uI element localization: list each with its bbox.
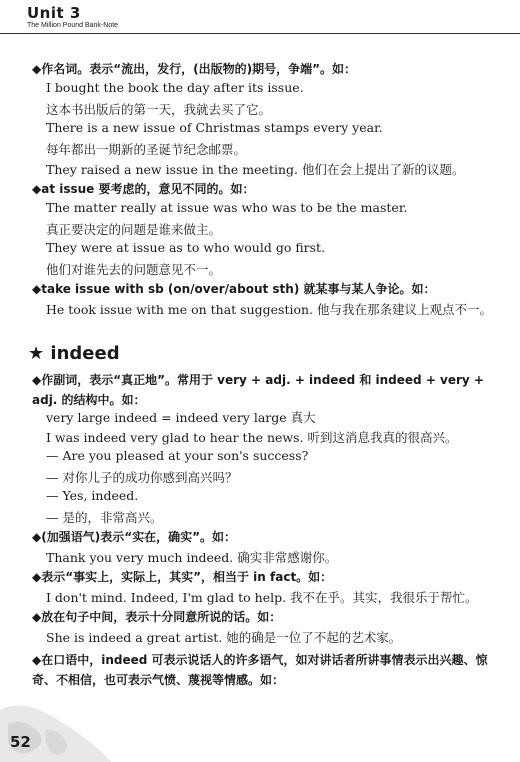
example-line: The matter really at issue was who was to be the master. (46, 200, 408, 215)
example-line: — Are you pleased at your son's success? (46, 448, 309, 463)
entry-headword: ★ indeed (28, 343, 120, 364)
usage-heading: ◆在口语中，indeed 可表示说话人的许多语气，如对讲话者所讲事情表示出兴趣、惊奇、不相信，也可表示气愤、蔑视等情感。如： (32, 653, 488, 687)
usage-heading: ◆take issue with sb (on/over/about sth) 就某事与某人争论。如： (32, 282, 436, 296)
usage-heading: ◆作副词，表示“真正地”。常用于 very + adj. + indeed 和 indeed + very + adj. 的结构中。如： (32, 373, 484, 407)
example-line: He took issue with me on that suggestion. 他与我在那条建议上观点不一。 (46, 302, 493, 317)
unit-title: Unit 3 (27, 4, 81, 22)
example-line: There is a new issue of Christmas stamps every year. (46, 120, 383, 135)
example-line: 真正要决定的问题是谁来做主。 (46, 222, 222, 237)
example-line: — Yes, indeed. (46, 488, 139, 503)
usage-heading: ◆at issue 要考虑的，意见不同的。如： (32, 182, 255, 196)
example-line: She is indeed a great artist. 她的确是一位了不起的艺术家。 (46, 630, 402, 645)
world-map-decoration (0, 690, 120, 762)
header-divider (0, 33, 520, 34)
page-number: 52 (10, 733, 31, 751)
usage-heading: ◆放在句子中间，表示十分同意所说的话。如： (32, 610, 282, 624)
example-line: I bought the book the day after its issue. (46, 80, 304, 95)
book-subtitle: The Million Pound Bank-Note (27, 22, 119, 29)
usage-heading: ◆表示“事实上，实际上，其实”，相当于 in fact。如： (32, 570, 333, 584)
example-line: — 是的，非常高兴。 (46, 510, 163, 525)
example-line: 这本书出版后的第一天，我就去买了它。 (46, 102, 272, 117)
example-line: 每年都出一期新的圣诞节纪念邮票。 (46, 142, 247, 157)
example-line: Thank you very much indeed. 确实非常感谢你。 (46, 550, 338, 565)
usage-heading: ◆(加强语气)表示“实在，确实”。如： (32, 530, 236, 544)
example-line: They were at issue as to who would go first. (46, 240, 326, 255)
example-line: — 对你儿子的成功你感到高兴吗？ (46, 470, 238, 485)
usage-heading: ◆作名词。表示“流出，发行，(出版物的)期号，争端”。如： (32, 62, 356, 76)
example-line: 他们对谁先去的问题意见不一。 (46, 262, 222, 277)
example-line: I don't mind. Indeed, I'm glad to help. 我不在乎。其实，我很乐于帮忙。 (46, 590, 478, 605)
page-header (27, 6, 118, 30)
example-line: very large indeed = indeed very large 真大 (46, 410, 316, 425)
example-line: I was indeed very glad to hear the news. 听到这消息我真的很高兴。 (46, 430, 458, 445)
example-line: They raised a new issue in the meeting. 他们在会上提出了新的议题。 (46, 162, 465, 177)
